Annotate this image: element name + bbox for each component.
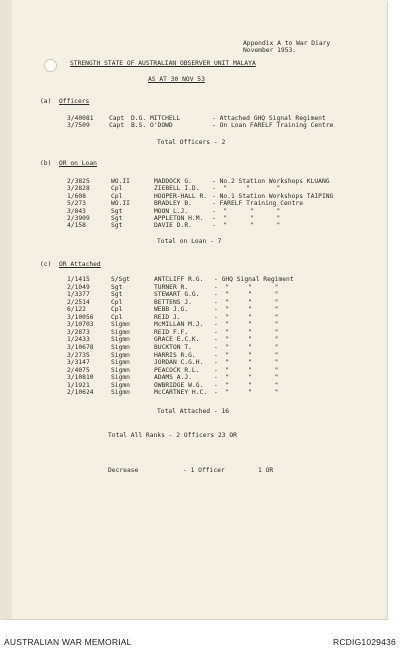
personnel-no: 3/40081: [67, 115, 94, 122]
personnel-rank: WO.II: [111, 178, 130, 185]
personnel-name: GRACE E.C.K.: [154, 336, 200, 344]
personnel-rank: Cpl: [111, 313, 123, 321]
decrease-or: 1 OR: [258, 467, 274, 474]
personnel-remark: - " " ": [214, 328, 279, 336]
personnel-rank: Sgt: [111, 283, 123, 291]
personnel-rank: S/Sgt: [111, 276, 130, 283]
personnel-remark: - " " ": [214, 343, 279, 351]
personnel-name: STEWART G.G.: [154, 291, 200, 299]
personnel-remark: - " " ": [214, 389, 279, 397]
personnel-remark: - " " ": [212, 222, 281, 230]
section-a-letter: (a): [40, 98, 52, 105]
personnel-remark: - " " ": [214, 351, 279, 359]
personnel-name: HOOPER-HALL R.: [154, 192, 208, 200]
personnel-rank: Sigmn: [111, 374, 130, 382]
personnel-rank: Sgt: [111, 222, 123, 230]
document-title: STRENGTH STATE OF AUSTRALIAN OBSERVER UNIT MALAYA: [70, 60, 256, 67]
personnel-name: REID F.F.: [154, 328, 189, 336]
punch-hole: [44, 59, 57, 72]
personnel-rank: Cpl: [111, 306, 123, 314]
footer-record-id: RCDIG1029436: [333, 637, 396, 647]
personnel-remark: - " " ": [212, 215, 281, 222]
personnel-name: McMILLAN M.J.: [154, 321, 204, 329]
personnel-no: 1/608: [67, 192, 86, 200]
personnel-no: 1/3377: [67, 291, 90, 299]
footer-source: AUSTRALIAN WAR MEMORIAL: [4, 637, 132, 647]
personnel-name: TURNER R.: [154, 283, 189, 291]
personnel-rank: Sigmn: [111, 328, 130, 336]
personnel-no: 2/10624: [67, 389, 94, 397]
personnel-remark: - Attached GHQ Signal Regiment: [212, 115, 326, 122]
personnel-name: B.S. O'DOWD: [131, 122, 173, 130]
attached-total: Total Attached - 16: [157, 408, 230, 415]
section-c-letter: (c): [40, 261, 52, 268]
personnel-rank: Sigmn: [111, 343, 130, 351]
personnel-no: 2/3825: [67, 178, 90, 185]
personnel-name: BETTENS J.: [154, 298, 192, 306]
section-c-heading: OR Attached: [59, 261, 101, 268]
officers-total: Total Officers - 2: [157, 139, 226, 146]
personnel-remark: - " " ": [214, 381, 279, 389]
section-b-heading: OR on Loan: [59, 160, 97, 167]
personnel-no: 3/10810: [67, 374, 94, 382]
personnel-remark: - " " ": [214, 336, 279, 344]
personnel-name: OWBRIDGE W.G.: [154, 381, 204, 389]
personnel-no: 2/2514: [67, 298, 90, 306]
personnel-no: 3/7509: [67, 122, 90, 130]
personnel-no: 2/3909: [67, 215, 90, 222]
section-b-letter: (b): [40, 160, 52, 167]
personnel-remark: - " " ": [212, 207, 281, 215]
personnel-no: 4/158: [67, 222, 86, 230]
personnel-rank: Sgt: [111, 215, 123, 222]
appendix-line-2: November 1953.: [243, 47, 297, 54]
personnel-no: 2/1049: [67, 283, 90, 291]
personnel-name: McCARTNEY H.C.: [154, 389, 208, 397]
personnel-name: JORDAN C.G.H.: [154, 359, 204, 367]
personnel-rank: Sgt: [111, 207, 123, 215]
document-subtitle: AS AT 30 NOV 53: [148, 76, 205, 83]
personnel-name: MOON L.J.: [154, 207, 189, 215]
personnel-name: PEACOCK R.L.: [154, 366, 200, 374]
personnel-rank: Cpl: [111, 298, 123, 306]
personnel-remark: - " " ": [214, 321, 279, 329]
personnel-remark: - " " ": [214, 359, 279, 367]
section-a-heading: Officers: [59, 98, 90, 105]
personnel-remark: - GHQ Signal Regiment: [214, 276, 294, 283]
personnel-rank: Sigmn: [111, 359, 130, 367]
on-loan-total: Total on Loan - 7: [157, 238, 222, 245]
decrease-officers: - 1 Officer: [183, 467, 225, 474]
personnel-remark: - FARELF Training Centre: [212, 200, 303, 208]
personnel-rank: Sigmn: [111, 336, 130, 344]
personnel-no: 3/2873: [67, 328, 90, 336]
personnel-name: REID J.: [154, 313, 181, 321]
personnel-remark: - " " ": [214, 306, 279, 314]
personnel-no: 3/2735: [67, 351, 90, 359]
page-edge-strip: [0, 0, 12, 619]
personnel-rank: Cpl: [111, 192, 123, 200]
appendix-line-1: Appendix A to War Diary: [243, 40, 331, 47]
personnel-no: 1/1415: [67, 276, 90, 283]
personnel-name: ADAMS A.J.: [154, 374, 192, 382]
personnel-name: BUCKTON T.: [154, 343, 192, 351]
personnel-remark: - " " ": [214, 374, 279, 382]
personnel-name: APPLETON H.M.: [154, 215, 204, 222]
decrease-label: Decrease: [108, 467, 139, 474]
personnel-rank: Sigmn: [111, 366, 130, 374]
personnel-name: BRADLEY B.: [154, 200, 192, 208]
personnel-no: 6/122: [67, 306, 86, 314]
personnel-no: 3/843: [67, 207, 86, 215]
personnel-no: 3/10056: [67, 313, 94, 321]
personnel-rank: Sigmn: [111, 351, 130, 359]
personnel-rank: Capt: [109, 115, 125, 122]
personnel-rank: Cpl: [111, 185, 123, 193]
personnel-no: 3/10703: [67, 321, 94, 329]
personnel-remark: - " " ": [214, 283, 279, 291]
personnel-rank: Sigmn: [111, 381, 130, 389]
personnel-remark: - " " ": [214, 366, 279, 374]
personnel-no: 2/4075: [67, 366, 90, 374]
personnel-rank: Sigmn: [111, 321, 130, 329]
personnel-rank: WO.II: [111, 200, 130, 208]
personnel-no: 3/3147: [67, 359, 90, 367]
personnel-name: MADDOCK G.: [154, 178, 192, 185]
personnel-rank: Sigmn: [111, 389, 130, 397]
personnel-no: 1/1921: [67, 381, 90, 389]
personnel-remark: - " " ": [214, 298, 279, 306]
personnel-name: WEBB J.G.: [154, 306, 189, 314]
personnel-remark: - " " ": [214, 313, 279, 321]
personnel-no: 3/10678: [67, 343, 94, 351]
personnel-name: HARRIS R.G.: [154, 351, 196, 359]
personnel-no: 3/2828: [67, 185, 90, 193]
personnel-name: ZIEBELL I.D.: [154, 185, 200, 193]
personnel-remark: - " " ": [212, 185, 281, 193]
personnel-remark: - No.2 Station Workshops KLUANG: [212, 178, 330, 185]
grand-total: Total All Ranks - 2 Officers 23 OR: [108, 432, 237, 439]
personnel-remark: - " " ": [214, 291, 279, 299]
personnel-rank: Capt: [109, 122, 125, 130]
personnel-name: DAVIE D.R.: [154, 222, 192, 230]
personnel-no: 1/2433: [67, 336, 90, 344]
personnel-name: ANTCLIFF R.G.: [154, 276, 204, 283]
personnel-no: 5/273: [67, 200, 86, 208]
personnel-remark: - No.1 Station Workshops TAIPING: [212, 192, 334, 200]
personnel-rank: Sgt: [111, 291, 123, 299]
personnel-name: D.G. MITCHELL: [131, 115, 181, 122]
personnel-remark: - On Loan FARELF Training Centre: [212, 122, 334, 130]
